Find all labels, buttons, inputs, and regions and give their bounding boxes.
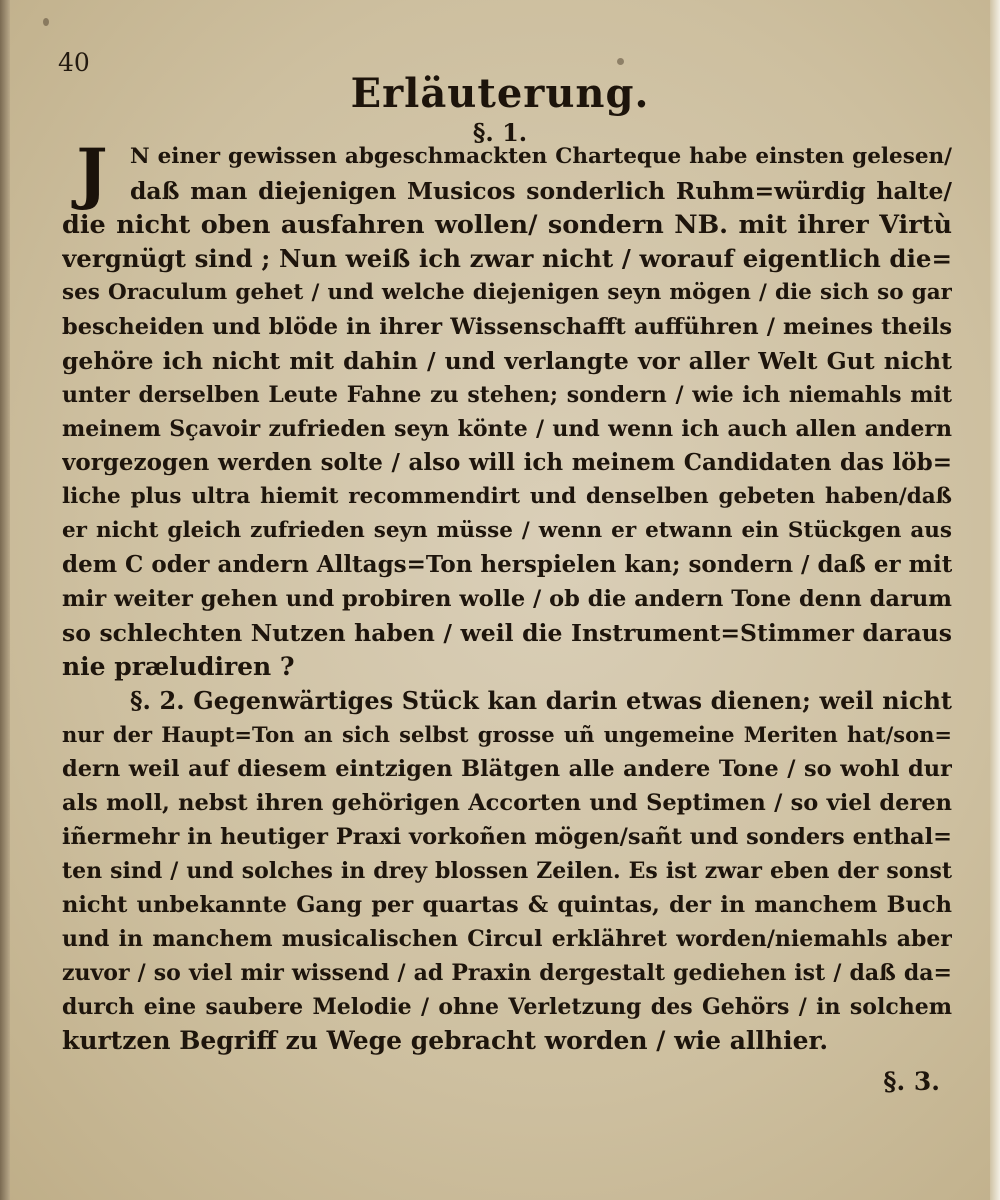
text-line: daß man diejenigen Musicos sonderlich Ruhm=würdig halte/ [130,177,952,205]
text-line: dem C oder andern Alltags=Ton herspielen kan; sondern / daß er mit [62,551,952,578]
text-line: nicht unbekannte Gang per quartas & quintas, der in manchem Buch [62,892,952,918]
text-line: liche plus ultra hiemit recommendirt und denselben gebeten haben/daß [62,484,952,509]
drop-cap: J [76,134,108,212]
paragraph-1 [62,134,952,684]
text-line: und in manchem musicalischen Circul erklähret worden/niemahls aber [62,926,952,952]
text-line: vergnügt sind ; Nun weiß ich zwar nicht / worauf eigentlich die= [62,244,952,273]
text-line: iñermehr in heutiger Praxi vorkoñen mögen/sañt und sonders enthal= [62,824,952,850]
text-line: ten sind / und solches in drey blossen Zeilen. Es ist zwar eben der sonst [62,858,952,884]
paragraph-2 [62,684,952,1058]
text-line: so schlechten Nutzen haben / weil die Instrument=Stimmer daraus [62,619,952,647]
text-line: N einer gewissen abgeschmackten Charteque habe einsten gelesen/ [130,144,952,169]
page-heading: Erläuterung. [350,70,650,117]
page-number: 40 [58,48,90,77]
page-edge-left [0,0,10,1200]
text-line: gehöre ich nicht mit dahin / und verlangte vor aller Welt Gut nicht [62,347,952,375]
text-line: dern weil auf diesem eintzigen Blätgen alle andere Tone / so wohl dur [62,756,952,782]
text-line: meinem Sçavoir zufrieden seyn könte / und wenn ich auch allen andern [62,416,952,442]
text-line: unter derselben Leute Fahne zu stehen; sondern / wie ich niemahls mit [62,382,952,408]
body-text [62,134,952,1058]
ink-spot [617,58,624,65]
text-line: die nicht oben ausfahren wollen/ sondern NB. mit ihrer Virtù [62,210,952,240]
text-line: zuvor / so viel mir wissend / ad Praxin dergestalt gediehen ist / daß da= [62,960,952,986]
text-line: mir weiter gehen und probiren wolle / ob die andern Tone denn darum [62,586,952,612]
page-edge-right [990,0,1000,1200]
text-line: als moll, nebst ihren gehörigen Accorten und Septimen / so viel deren [62,790,952,816]
text-line: ses Oraculum gehet / und welche diejenigen seyn mögen / die sich so gar [62,280,952,305]
text-line: nie præludiren ? [62,652,295,681]
section-mark: §. 1. [472,118,528,147]
text-line: §. 2. Gegenwärtiges Stück kan darin etwas dienen; weil nicht [130,686,952,715]
text-line: nur der Haupt=Ton an sich selbst grosse uñ ungemeine Meriten hat/son= [62,722,952,747]
ink-spot [43,18,49,26]
text-line: durch eine saubere Melodie / ohne Verletzung des Gehörs / in solchem [62,994,952,1020]
text-line: bescheiden und blöde in ihrer Wissenschafft aufführen / meines theils [62,314,952,340]
text-line: vorgezogen werden solte / also will ich meinem Candidaten das löb= [62,449,952,476]
text-line: er nicht gleich zufrieden seyn müsse / wenn er etwann ein Stückgen aus [62,518,952,543]
text-line: kurtzen Begriff zu Wege gebracht worden / wie allhier. [62,1026,829,1055]
catchword: §. 3. [883,1067,940,1096]
